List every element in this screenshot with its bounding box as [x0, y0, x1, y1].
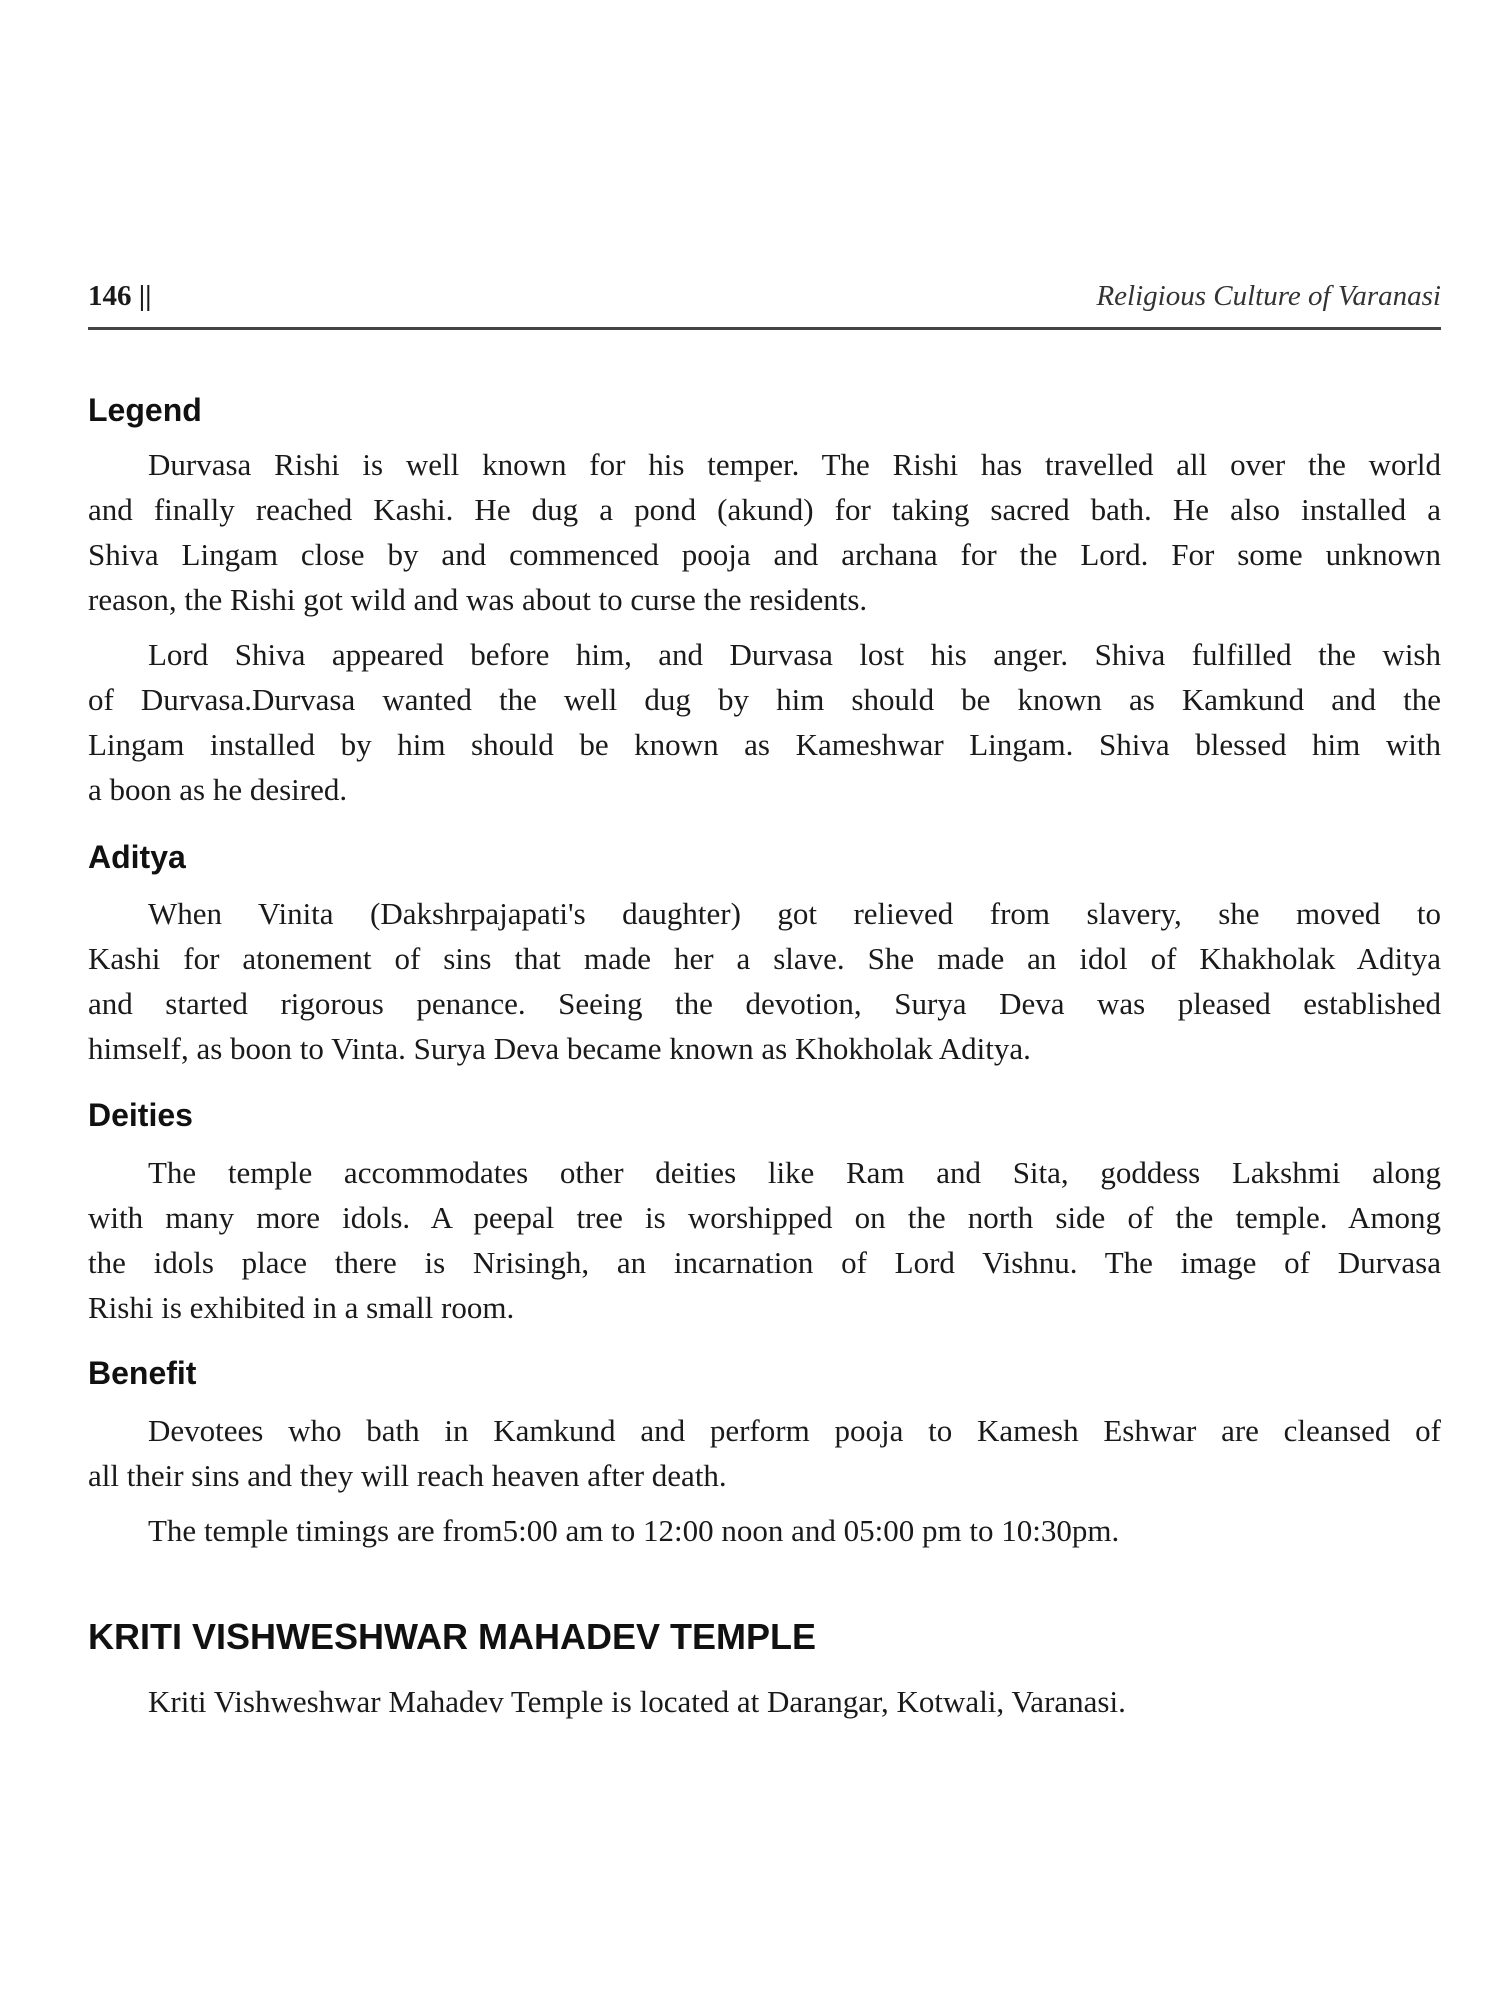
text-line: The temple accommodates other deities like Ram and Sita, goddess Lakshmi along	[148, 1155, 1441, 1190]
text-line: all their sins and they will reach heaven after death.	[88, 1458, 727, 1493]
text-line: and started rigorous penance. Seeing the devotion, Surya Deva was pleased established	[88, 986, 1441, 1021]
section-heading: Deities	[88, 1097, 193, 1133]
paragraph	[88, 1408, 1441, 1498]
paragraph	[88, 442, 1441, 622]
text-line: Durvasa Rishi is well known for his temper. The Rishi has travelled all over the world	[148, 447, 1441, 482]
text-line: Lingam installed by him should be known as Kameshwar Lingam. Shiva blessed him with	[88, 727, 1441, 762]
page-number: 146 ||	[88, 280, 152, 312]
text-line: a boon as he desired.	[88, 772, 348, 807]
paragraph	[88, 891, 1441, 1071]
text-line: of Durvasa.Durvasa wanted the well dug by him should be known as Kamkund and the	[88, 682, 1441, 717]
paragraph	[88, 1679, 1441, 1724]
paragraph	[88, 1150, 1441, 1330]
paragraph	[88, 1508, 1441, 1553]
text-line: Lord Shiva appeared before him, and Durvasa lost his anger. Shiva fulfilled the wish	[148, 637, 1441, 672]
text-line: Kashi for atonement of sins that made her a slave. She made an idol of Khakholak Aditya	[88, 941, 1441, 976]
text-line: the idols place there is Nrisingh, an incarnation of Lord Vishnu. The image of Durvasa	[88, 1245, 1441, 1280]
running-title: Religious Culture of Varanasi	[1096, 280, 1441, 312]
section-heading: Aditya	[88, 839, 186, 875]
text-line: himself, as boon to Vinta. Surya Deva became known as Khokholak Aditya.	[88, 1031, 1031, 1066]
text-line: reason, the Rishi got wild and was about to curse the residents.	[88, 582, 868, 617]
text-line: with many more idols. A peepal tree is worshipped on the north side of the temple. Among	[88, 1200, 1441, 1235]
section-heading: Legend	[88, 392, 202, 428]
text-line: The temple timings are from5:00 am to 12:00 noon and 05:00 pm to 10:30pm.	[148, 1513, 1120, 1548]
section-heading: Benefit	[88, 1355, 197, 1391]
section-heading: KRITI VISHWESHWAR MAHADEV TEMPLE	[88, 1616, 817, 1657]
paragraph	[88, 632, 1441, 812]
text-line: Shiva Lingam close by and commenced pooja and archana for the Lord. For some unknown	[88, 537, 1441, 572]
text-line: Rishi is exhibited in a small room.	[88, 1290, 515, 1325]
header-rule	[88, 327, 1441, 330]
text-line: Devotees who bath in Kamkund and perform pooja to Kamesh Eshwar are cleansed of	[148, 1413, 1441, 1448]
text-line: and finally reached Kashi. He dug a pond (akund) for taking sacred bath. He also installed a	[88, 492, 1441, 527]
text-line: Kriti Vishweshwar Mahadev Temple is located at Darangar, Kotwali, Varanasi.	[148, 1684, 1126, 1719]
text-line: When Vinita (Dakshrpajapati's daughter) got relieved from slavery, she moved to	[148, 896, 1441, 931]
